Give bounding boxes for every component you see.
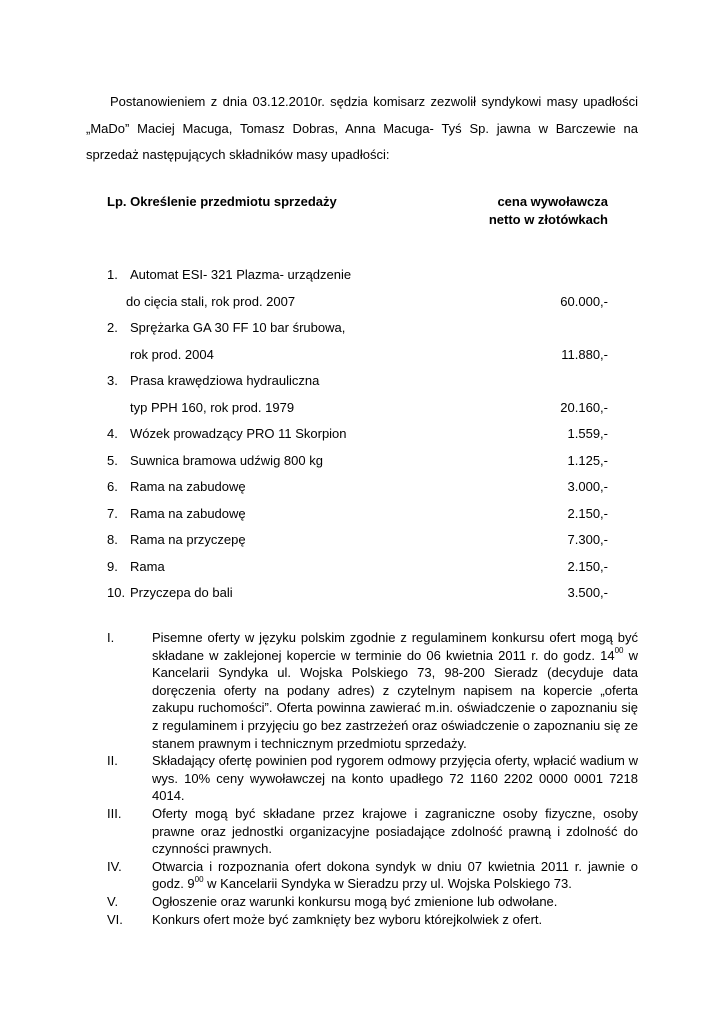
item-number: 6.: [107, 479, 118, 494]
rules-list: [107, 629, 638, 928]
rule-text: Ogłoszenie oraz warunki konkursu mogą być zmienione lub odwołane.: [152, 893, 558, 909]
item-price: 3.000,-: [567, 479, 608, 494]
item-price: 2.150,-: [567, 558, 608, 574]
item-number: 2.: [107, 320, 118, 335]
item-description: Automat ESI- 321 Plazma- urządzenie: [130, 267, 352, 282]
rule-text-continued: w Kancelarii Syndyka ul. Wojska Polskiego 73, 98-200 Sieradz (decyduje data doręczenia oferty na podany adres) z czytelnym napisem na kopercie „oferta zakupu ruchomości”. Oferta powinna zawierać m.in. oświadczenie o zapoznaniu się z regulaminem i przyjęciu go bez zastrzeżeń oraz oświadczenie o zapoznaniu się ze stanem prawnym i technicznym przedmiotu sprzedaży.: [152, 647, 638, 751]
list-item: [107, 262, 608, 289]
items-list: [107, 262, 608, 607]
rule-item: [107, 858, 638, 893]
rule-item: [107, 893, 638, 911]
rule-superscript: 00: [614, 646, 624, 656]
table-header-price: [480, 193, 608, 229]
list-item: [107, 315, 608, 342]
item-description-cont: typ PPH 160, rok prod. 1979: [130, 399, 295, 415]
rule-numeral: III.: [107, 805, 122, 821]
rule-numeral: IV.: [107, 858, 122, 874]
rule-text: Pisemne oferty w języku polskim zgodnie z regulaminem konkursu ofert mogą być składane w zaklejonej kopercie w terminie do 06 kwietnia 2011 r. do godz. 14: [152, 630, 638, 663]
item-price: 1.125,-: [567, 452, 608, 468]
rule-item: [107, 752, 638, 805]
item-price: 3.500,-: [567, 585, 608, 600]
item-number: 10.: [107, 585, 126, 600]
intro-line-2: „MaDo” Maciej Macuga, Tomasz Dobras, Anna Macuga- Tyś Sp. jawna w Barczewie na: [86, 120, 638, 136]
item-description-cont: rok prod. 2004: [130, 346, 214, 362]
rule-item: [107, 629, 638, 752]
item-number: 9.: [107, 558, 118, 574]
rule-numeral: I.: [107, 630, 115, 645]
item-number: 4.: [107, 426, 118, 441]
item-price: 2.150,-: [567, 505, 608, 521]
item-price: 7.300,-: [567, 532, 608, 547]
item-price: 11.880,-: [561, 346, 608, 362]
list-item-continuation: [107, 342, 608, 369]
item-description-cont: do cięcia stali, rok prod. 2007: [126, 293, 296, 309]
rule-numeral: VI.: [107, 911, 123, 927]
item-number: 8.: [107, 532, 118, 547]
rule-text: Składający ofertę powinien pod rygorem odmowy przyjęcia oferty, wpłacić wadium w wys. 10% ceny wywoławczej na konto upadłego 72 1160 2202 0000 0001 7218 4014.: [152, 753, 638, 804]
list-item: [107, 527, 608, 554]
list-item-continuation: [107, 289, 608, 316]
item-number: 7.: [107, 505, 118, 521]
rule-text: Oferty mogą być składane przez krajowe i zagraniczne osoby fizyczne, osoby prawne oraz jednostki organizacyjne posiadające zdolność prawną i zdolność do czynności prawnych.: [152, 805, 638, 857]
list-item: [107, 501, 608, 528]
intro-line-3: sprzedaż następujących składników masy upadłości:: [86, 147, 390, 162]
item-number: 1.: [107, 267, 118, 282]
item-description: Wózek prowadzący PRO 11 Skorpion: [130, 426, 347, 441]
intro-line-1: Postanowieniem z dnia 03.12.2010r. sędzia komisarz zezwolił syndykowi masy upadłości: [110, 94, 638, 109]
item-description: Suwnica bramowa udźwig 800 kg: [130, 452, 323, 468]
list-item: [107, 474, 608, 501]
rule-numeral: II.: [107, 753, 118, 769]
rule-superscript: 00: [194, 874, 204, 884]
list-item: [107, 554, 608, 581]
rule-item: [107, 911, 638, 929]
item-price: 1.559,-: [567, 426, 608, 441]
item-description: Rama na zabudowę: [130, 479, 246, 494]
list-item: [107, 580, 608, 607]
rule-text: Konkurs ofert może być zamknięty bez wyboru którejkolwiek z ofert.: [152, 911, 543, 927]
item-description: Rama: [130, 558, 165, 574]
rule-text-continued: w Kancelarii Syndyka w Sieradzu przy ul. Wojska Polskiego 73.: [203, 876, 572, 892]
item-description: Prasa krawędziowa hydrauliczna: [130, 373, 320, 388]
intro-paragraph: [86, 89, 638, 169]
table-header-price-line-1: cena wywoławcza: [497, 194, 608, 209]
item-description: Rama na przyczepę: [130, 532, 246, 547]
item-description: Przyczepa do bali: [130, 585, 233, 600]
item-number: 3.: [107, 373, 118, 388]
item-number: 5.: [107, 452, 118, 468]
list-item-continuation: [107, 395, 608, 422]
list-item: [107, 421, 608, 448]
item-price: 60.000,-: [560, 293, 608, 309]
rule-numeral: V.: [107, 893, 119, 909]
rule-text: Otwarcia i rozpoznania ofert dokona syndyk w dniu 07 kwietnia 2011 r. jawnie o godz. 9: [152, 858, 638, 892]
table-header-description: Lp. Określenie przedmiotu sprzedaży: [107, 194, 337, 209]
list-item: [107, 448, 608, 475]
item-price: 20.160,-: [560, 399, 608, 415]
item-description: Rama na zabudowę: [130, 505, 246, 521]
rule-item: [107, 805, 638, 858]
list-item: [107, 368, 608, 395]
item-description: Sprężarka GA 30 FF 10 bar śrubowa,: [130, 320, 346, 335]
table-header-price-line-2: netto w złotówkach: [488, 212, 608, 227]
